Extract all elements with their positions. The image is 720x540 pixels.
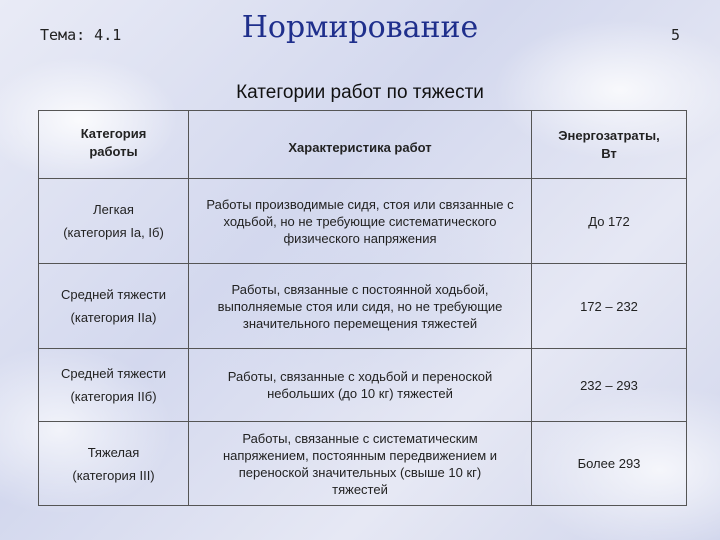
category-code: (категория IIа)	[70, 310, 157, 325]
description-cell: Работы, связанные с ходьбой и переноской небольших (до 10 кг) тяжестей	[189, 349, 532, 422]
topic-label: Тема: 4.1	[40, 26, 122, 44]
energy-cell: Более 293	[532, 422, 687, 506]
column-header-energy: Энергозатраты, Вт	[532, 111, 687, 179]
category-name: Средней тяжести	[60, 287, 167, 302]
table-header-row	[39, 111, 687, 179]
work-categories-table	[38, 110, 687, 506]
table-row	[39, 179, 687, 264]
column-header-category: Категория работы	[39, 111, 189, 179]
category-name: Средней тяжести	[60, 366, 167, 381]
energy-cell: 232 – 293	[532, 349, 687, 422]
category-name: Тяжелая	[87, 444, 140, 460]
page-number: 5	[670, 26, 680, 44]
table-row	[39, 264, 687, 349]
description-cell: Работы производимые сидя, стоя или связанные с ходьбой, но не требующие систематического физического напряжения	[189, 179, 532, 264]
category-cell	[39, 179, 189, 264]
category-cell	[39, 264, 189, 349]
category-name: Легкая	[93, 202, 134, 217]
category-cell	[39, 422, 189, 506]
energy-cell: До 172	[532, 179, 687, 264]
category-code: (категория III)	[72, 467, 155, 483]
category-code: (категория Iа, Iб)	[63, 225, 164, 240]
description-cell: Работы, связанные с систематическим напряжением, постоянным передвижением и переноской значительных (свыше 10 кг) тяжестей	[189, 422, 532, 506]
column-header-description: Характеристика работ	[189, 111, 532, 179]
table-row	[39, 349, 687, 422]
description-cell: Работы, связанные с постоянной ходьбой, выполняемые стоя или сидя, но не требующие значительного перемещения тяжестей	[189, 264, 532, 349]
category-code: (категория IIб)	[70, 389, 157, 404]
category-cell	[39, 349, 189, 422]
table-subtitle: Категории работ по тяжести	[236, 82, 484, 103]
table-row	[39, 422, 687, 506]
energy-cell: 172 – 232	[532, 264, 687, 349]
slide-title: Нормирование	[241, 10, 479, 45]
